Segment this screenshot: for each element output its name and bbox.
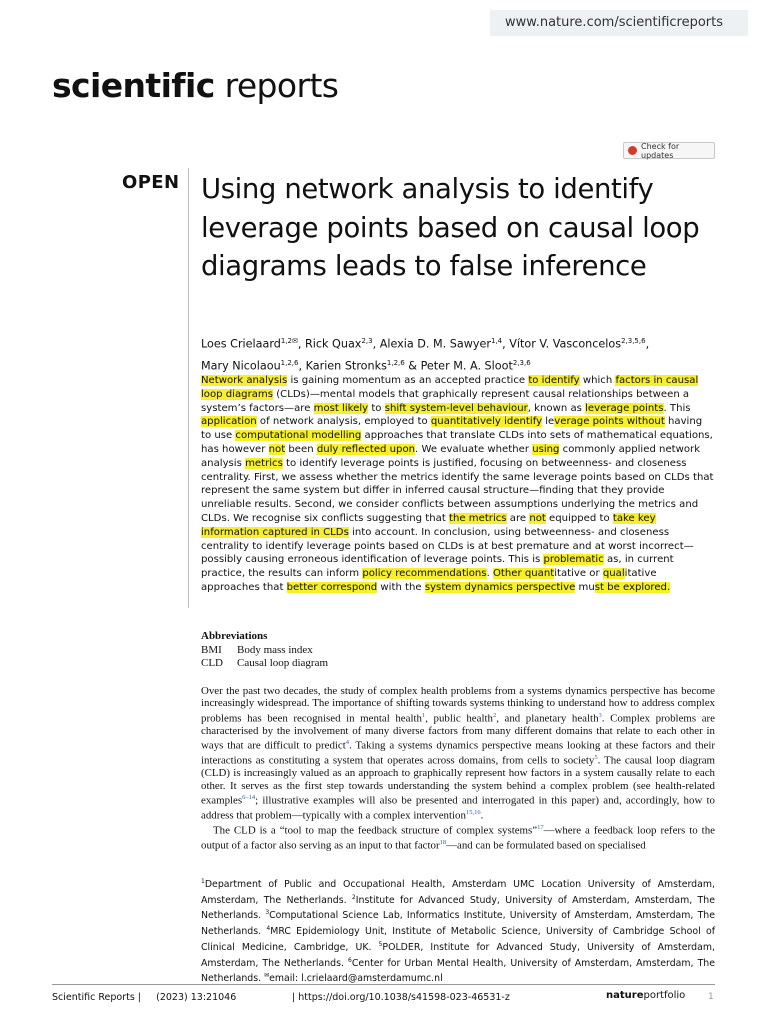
body-text: . Taking a systems dynamics perspective means looking at these factors and their interactions as constituting a system that operates across domains, from cells to society — [201, 739, 715, 767]
abstract-text: itative approaches that — [201, 568, 657, 593]
abstract-text: . This — [663, 402, 691, 414]
footer-volume: (2023) 13:21046 — [156, 992, 237, 1003]
abstract — [201, 374, 715, 595]
affiliation-text: Computational Science Lab, Informatics Institute, University of Amsterdam, Amsterdam, The Netherlands. — [201, 910, 716, 938]
affiliation-text: Department of Public and Occupational Health, Amsterdam UMC Location University of Amsterdam, Amsterdam, The Netherlands. — [201, 879, 715, 906]
abstract-text: to identify leverage points is justified, focusing on betweenness- and closeness centrality. First, we assess whether the metrics identify the same leverage points based on CLDs that represent the same system but differ in inferred causal structure—finding that they provide unreliable results. Second, we consider conflicts between assumptions underlying the metrics and CLDs. We recognise six conflicts suggesting that — [201, 457, 714, 524]
author-affiliation-ref[interactable]: 2,3,5,6 — [621, 337, 646, 345]
abstract-text: are — [506, 512, 530, 524]
page-number: 1 — [708, 992, 714, 1002]
abstract-text: which — [579, 375, 616, 386]
article-title: Using network analysis to identify leverage points based on causal loop diagrams leads to false inference — [201, 173, 700, 282]
affiliation-number: 1 — [201, 878, 205, 885]
body-text: Over the past two decades, the study of complex health problems from a systems dynamics perspective has become increasingly widespread. The importance of shifting towards systems thinking to understand how to address complex problems has been recognised in mental health — [201, 685, 715, 725]
abstract-text: (CLDs)—mental models that graphically represent causal relationships between a system’s factors—are — [201, 388, 690, 414]
abstract-text: equipped to — [545, 512, 613, 524]
highlighted-text: not — [529, 512, 546, 524]
affiliation-number: 2 — [351, 893, 356, 901]
citation-link[interactable]: 18 — [439, 839, 447, 847]
affiliation-number: 6 — [348, 956, 352, 964]
abstract-text: . We evaluate whether — [415, 443, 533, 455]
journal-url[interactable]: www.nature.com/scientificreports — [505, 15, 724, 30]
affiliation-text: Center for Urban Mental Health, University of Amsterdam, Amsterdam, The Netherlands. — [201, 957, 716, 985]
affiliation-number: 5 — [378, 940, 383, 948]
journal-name-bold: scientific — [52, 66, 215, 105]
check-updates-label: Check for updates — [641, 141, 680, 160]
highlighted-text: Other quant — [492, 568, 555, 580]
author-line-2 — [201, 354, 721, 376]
citation-link[interactable]: 1 — [421, 711, 426, 719]
author-name: , Rick Quax — [297, 337, 362, 351]
citation-link[interactable]: 3 — [598, 711, 602, 719]
abbreviation-key: BMI — [201, 643, 222, 656]
abstract-text: is gaining momentum as an accepted practice — [287, 375, 529, 386]
abstract-text: into account. In conclusion, using betweenness- and closeness centrality to identify leverage points based on CLDs is at best premature and at worst incorrect—possibly causing erroneous identification of leverage points. This is — [201, 526, 694, 566]
highlighted-text: problematic — [543, 554, 604, 566]
author-list — [201, 332, 721, 375]
check-updates-icon — [628, 146, 637, 155]
footer-citation — [52, 992, 236, 1003]
abstract-text: with the — [377, 581, 425, 593]
footer-journal: Scientific Reports | — [52, 992, 142, 1003]
highlighted-text: to identify — [528, 375, 580, 386]
author-name: , — [645, 337, 650, 351]
main-text — [201, 685, 715, 852]
highlighted-text: using — [532, 443, 560, 455]
highlighted-text: leverage points — [585, 402, 664, 414]
author-affiliation-ref[interactable]: 1,2✉ — [280, 337, 298, 345]
abstract-text: , known as — [527, 402, 586, 414]
author-line-1 — [201, 332, 721, 354]
highlighted-text: the metrics — [449, 512, 507, 524]
body-text: —where a feedback loop refers to the output of a factor also serving as an input to that factor — [201, 824, 715, 852]
abstract-text: commonly applied network analysis — [201, 443, 701, 469]
author-affiliation-ref[interactable]: 1,4 — [490, 337, 503, 345]
highlighted-text: quantitatively identify — [430, 416, 543, 428]
body-text: The CLD is a “tool to map the feedback structure of complex systems” — [213, 824, 538, 837]
highlighted-text: duly reflected upon — [316, 443, 416, 455]
abstract-text: of network analysis, employed to — [256, 416, 431, 428]
abbreviations — [201, 630, 328, 671]
highlighted-text: Network analysis — [201, 375, 288, 386]
abstract-text: having to use — [201, 416, 703, 442]
affiliation-number: 3 — [265, 909, 270, 917]
author-name: Mary Nicolaou — [201, 359, 281, 373]
highlighted-text: shift system-level behaviour — [384, 402, 528, 414]
citation-link[interactable]: 17 — [537, 824, 544, 832]
body-text: , public health — [425, 712, 493, 725]
body-text: , and planetary health — [496, 712, 599, 725]
affiliation-number: 4 — [266, 925, 271, 933]
body-text: . — [480, 809, 484, 822]
author-name: , Karien Stronks — [298, 359, 387, 373]
check-for-updates-button[interactable] — [623, 142, 715, 159]
abstract-text: . — [486, 568, 493, 580]
abstract-text: le — [542, 416, 555, 428]
body-paragraph-2 — [201, 822, 715, 852]
brand-bold: nature — [606, 990, 644, 1001]
highlighted-text: system dynamics perspective — [424, 581, 576, 593]
affiliation-text: email: l.crielaard@amsterdamumc.nl — [269, 973, 443, 985]
citation-link[interactable]: 6–14 — [242, 794, 256, 802]
abbreviation-row — [201, 657, 328, 671]
footer-doi-link[interactable]: | https://doi.org/10.1038/s41598-023-46531-z — [292, 992, 510, 1003]
affiliation-text: MRC Epidemiology Unit, Institute of Metabolic Science, University of Cambridge School of Clinical Medicine, Cambridge, UK. — [201, 926, 716, 953]
highlighted-text: most likely — [313, 402, 369, 414]
highlighted-text: qual — [602, 568, 625, 580]
footer-divider — [52, 984, 715, 985]
affiliation-text: Institute for Advanced Study, University of Amsterdam, Amsterdam, The Netherlands. — [201, 894, 715, 922]
author-affiliation-ref[interactable]: 1,2,6 — [386, 358, 405, 367]
author-name: , Alexia D. M. Sawyer — [372, 337, 491, 351]
highlighted-text: computational modelling — [235, 430, 362, 442]
citation-link[interactable]: 5 — [594, 754, 598, 762]
open-access-label: OPEN — [122, 172, 180, 193]
highlighted-text: factors in causal loop diagrams — [201, 375, 699, 400]
brand-light: portfolio — [643, 990, 686, 1001]
author-name: Loes Crielaard — [201, 337, 281, 351]
citation-link[interactable]: 4 — [345, 739, 350, 747]
abbreviations-heading: Abbreviations — [201, 630, 268, 642]
abstract-text: approaches that translate CLDs into sets of mathematical equations, has however — [201, 430, 713, 455]
vertical-divider — [188, 168, 189, 608]
abstract-text: been — [285, 443, 317, 455]
body-paragraph-1 — [201, 685, 715, 822]
citation-link[interactable]: 15,16 — [465, 809, 481, 817]
highlighted-text: take key information captured in CLDs — [201, 512, 656, 538]
abbreviation-value: Causal loop diagram — [237, 657, 329, 669]
highlighted-text: policy recommendations — [362, 568, 487, 580]
body-text: . Complex problems are characterised by the involvement of many diverse factors from many different domains that relate to each other in ways that are difficult to predict — [201, 712, 715, 752]
abbreviation-key: CLD — [201, 657, 223, 669]
highlighted-text: metrics — [245, 457, 283, 469]
abstract-text: itative or — [554, 568, 603, 580]
abbreviation-row — [201, 644, 328, 658]
body-text: —and can be formulated based on specialised — [446, 839, 646, 852]
author-name: , Vítor V. Vasconcelos — [502, 337, 622, 351]
author-name: & Peter M. A. Sloot — [404, 359, 513, 373]
author-affiliation-ref[interactable]: 2,3,6 — [512, 358, 531, 367]
affiliation-text: POLDER, Institute for Advanced Study, University of Amsterdam, Amsterdam, The Netherlands. — [201, 942, 715, 969]
affiliation-number: ✉ — [264, 972, 270, 980]
body-text: ; illustrative examples will also be presented and interrogated in this paper) and, accordingly, how to address that problem—typically with a complex intervention — [201, 794, 715, 822]
highlighted-text: st be explored. — [594, 581, 671, 593]
journal-logo — [52, 66, 338, 105]
highlighted-text: not — [268, 443, 286, 455]
abstract-text: mu — [575, 581, 595, 593]
highlighted-text: application — [201, 416, 257, 428]
abbreviation-value: Body mass index — [237, 643, 313, 656]
journal-name-light: reports — [224, 66, 339, 105]
affiliations — [201, 876, 715, 986]
author-affiliation-ref[interactable]: 1,2,6 — [280, 358, 299, 367]
highlighted-text: better correspond — [286, 581, 378, 593]
body-text: . The causal loop diagram (CLD) is increasingly valued as an approach to graphically represent how factors in a system causally relate to each other. It serves as the first step towards understanding the system behind a complex problem (see health-related examples — [201, 754, 716, 807]
abstract-text: as, in current practice, the results can inform — [201, 554, 674, 580]
author-affiliation-ref[interactable]: 2,3 — [361, 337, 373, 345]
nature-portfolio-logo — [606, 990, 685, 1001]
citation-link[interactable]: 2 — [492, 711, 497, 719]
abstract-text: to — [368, 402, 385, 414]
highlighted-text: verage points without — [554, 416, 665, 428]
